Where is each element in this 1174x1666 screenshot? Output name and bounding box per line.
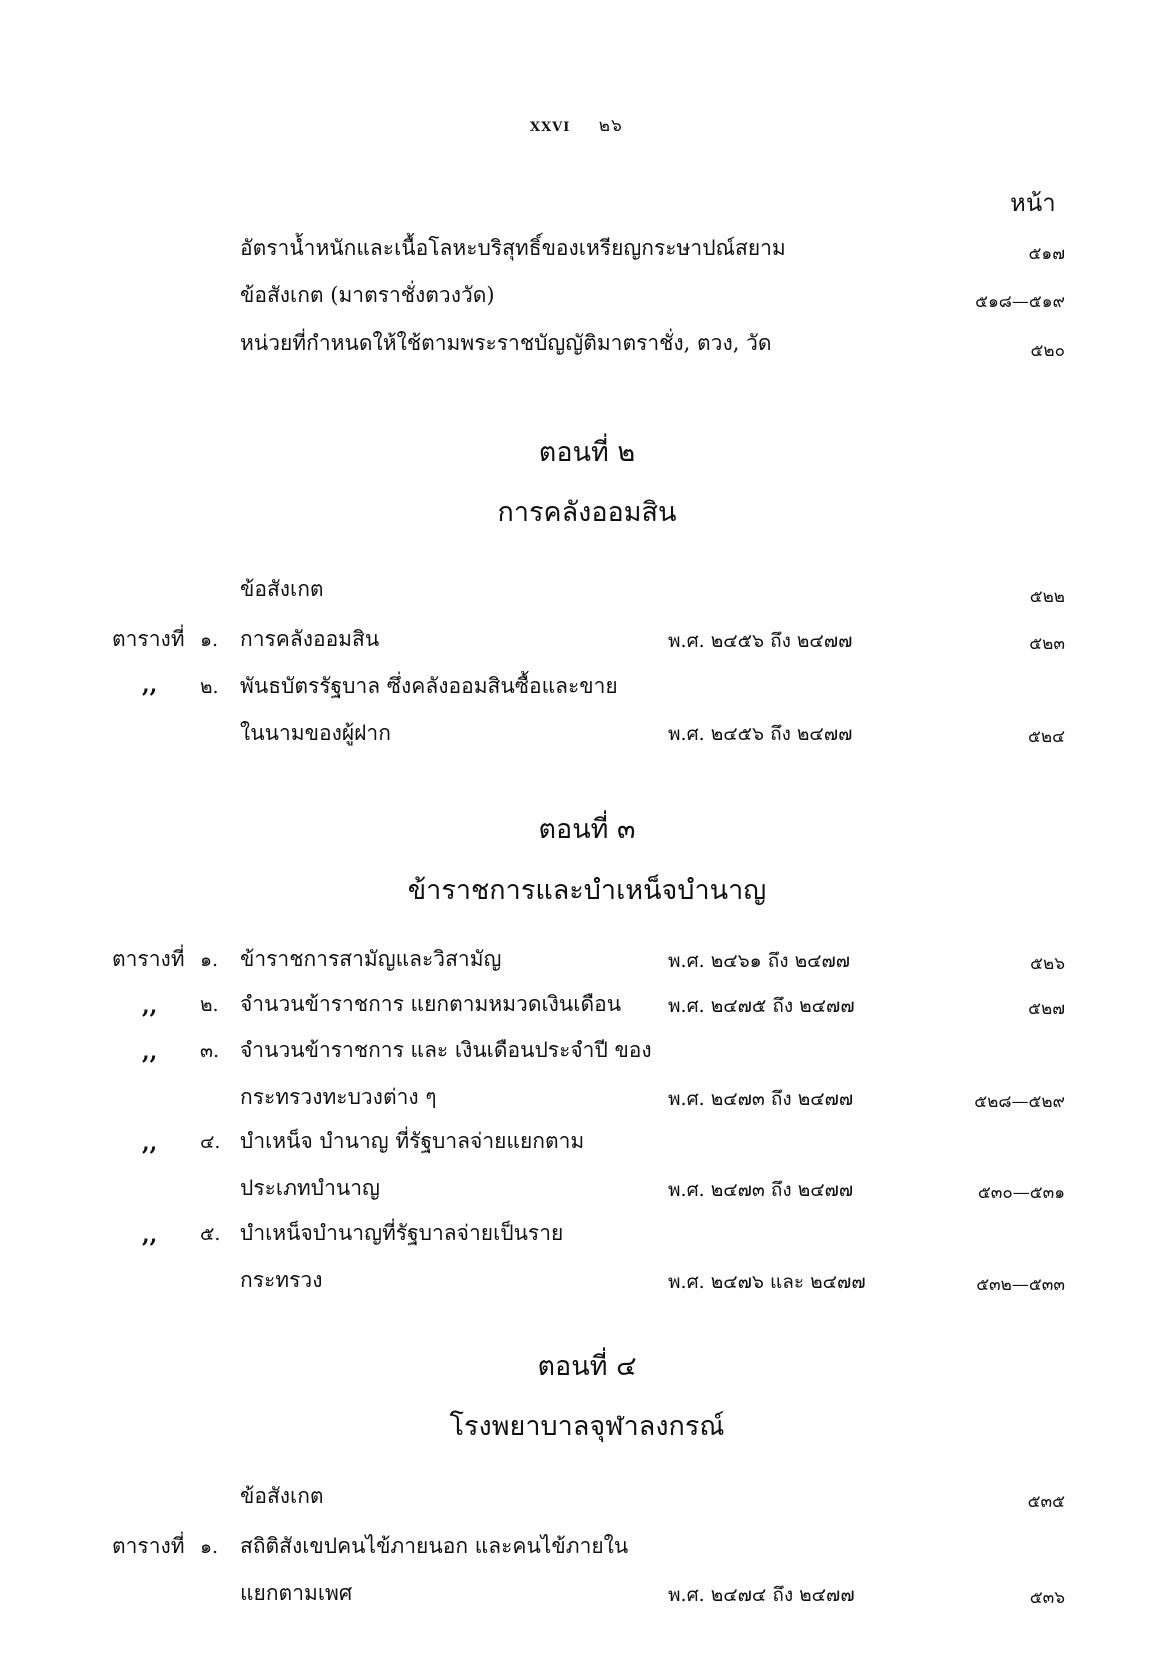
item-title: บำเหน็จบำนาญที่รัฐบาลจ่ายเป็นราย (240, 1221, 564, 1245)
item-date-range: พ.ศ. ๒๔๗๔ ถึง ๒๔๗๗ (668, 1584, 855, 1606)
item-title: บำเหน็จ บำนาญ ที่รัฐบาลจ่ายแยกตาม (240, 1129, 585, 1153)
item-page: ๕๓๒—๕๓๓ (976, 1275, 1065, 1295)
item-title-continued: กระทรวงทะบวงต่าง ๆ (240, 1085, 437, 1109)
note-title: ข้อสังเกต (240, 577, 324, 601)
ditto-mark: ,, (142, 993, 158, 1019)
note-title: ข้อสังเกต (240, 1484, 324, 1508)
item-page: ๕๒๗ (1028, 999, 1065, 1019)
item-date-range: พ.ศ. ๒๔๗๖ และ ๒๔๗๗ (668, 1271, 866, 1293)
section-number: ตอนที่ ๒ (538, 437, 636, 468)
table-label: ตารางที่ (112, 1534, 185, 1558)
item-number: ๒. (200, 994, 219, 1016)
table-label: ตารางที่ (112, 627, 185, 651)
item-number: ๑. (200, 1536, 219, 1558)
note-page: ๕๒๒ (1029, 587, 1065, 607)
item-page: ๕๓๖ (1029, 1588, 1065, 1608)
item-number: ๔. (200, 1131, 221, 1153)
item-title-continued: ในนามของผู้ฝาก (240, 721, 391, 745)
item-date-range: พ.ศ. ๒๔๗๕ ถึง ๒๔๗๗ (668, 995, 855, 1017)
item-page: ๕๒๘—๕๒๙ (974, 1092, 1065, 1112)
item-title-continued: ประเภทบำนาญ (240, 1176, 380, 1200)
page-header (530, 112, 623, 139)
item-page: ๕๒๓ (1029, 634, 1065, 654)
item-title: พันธบัตรรัฐบาล ซึ่งคลังออมสินซื้อและขาย (240, 674, 618, 698)
ditto-mark: ,, (142, 1039, 158, 1065)
item-title-continued: แยกตามเพศ (240, 1581, 353, 1605)
table-label: ตารางที่ (112, 947, 185, 971)
item-title: ข้าราชการสามัญและวิสามัญ (240, 947, 502, 971)
item-date-range: พ.ศ. ๒๔๗๓ ถึง ๒๔๗๗ (668, 1088, 854, 1110)
ditto-mark: ,, (142, 1222, 158, 1248)
intro-entry-page: ๕๒๐ (1030, 341, 1065, 361)
ditto-mark: ,, (142, 1130, 158, 1156)
item-number: ๑. (200, 949, 219, 971)
item-date-range: พ.ศ. ๒๔๕๖ ถึง ๒๔๗๗ (668, 723, 853, 745)
item-title: จำนวนข้าราชการ และ เงินเดือนประจำปี ของ (240, 1038, 652, 1062)
item-number: ๕. (200, 1223, 221, 1245)
page-number-roman: XXVI (530, 120, 571, 135)
intro-entry-title: หน่วยที่กำหนดให้ใช้ตามพระราชบัญญัติมาตราชั่ง, ตวง, วัด (240, 331, 772, 355)
ditto-mark: ,, (142, 672, 158, 698)
item-title-continued: กระทรวง (240, 1268, 323, 1292)
intro-entry-title: ข้อสังเกต (มาตราชั่งตวงวัด) (240, 283, 495, 307)
section-number: ตอนที่ ๓ (538, 814, 636, 845)
section-title: การคลังออมสิน (497, 497, 677, 528)
item-date-range: พ.ศ. ๒๔๖๑ ถึง ๒๔๗๗ (668, 950, 851, 972)
item-title: สถิติสังเขปคนไข้ภายนอก และคนไข้ภายใน (240, 1534, 629, 1558)
item-title: การคลังออมสิน (240, 627, 380, 651)
section-number: ตอนที่ ๔ (537, 1351, 637, 1382)
section-title: โรงพยาบาลจุฬาลงกรณ์ (449, 1411, 725, 1442)
item-page: ๕๒๔ (1028, 727, 1065, 747)
item-title: จำนวนข้าราชการ แยกตามหมวดเงินเดือน (240, 992, 622, 1016)
intro-entry-page: ๕๑๘—๕๑๙ (975, 292, 1065, 312)
item-number: ๓. (200, 1040, 220, 1062)
item-date-range: พ.ศ. ๒๔๗๓ ถึง ๒๔๗๗ (668, 1179, 854, 1201)
intro-entry-title: อัตราน้ำหนักและเนื้อโลหะบริสุทธิ์ของเหรียญกระษาปณ์สยาม (240, 236, 786, 260)
item-page: ๕๓๐—๕๓๑ (977, 1183, 1065, 1203)
intro-entry-page: ๕๑๗ (1028, 244, 1065, 264)
section-title: ข้าราชการและบำเหน็จบำนาญ (407, 875, 767, 906)
item-page: ๕๒๖ (1030, 954, 1065, 974)
page-column-label: หน้า (1010, 189, 1056, 217)
item-number: ๑. (200, 629, 219, 651)
item-number: ๒. (200, 676, 219, 698)
item-date-range: พ.ศ. ๒๔๕๖ ถึง ๒๔๗๗ (668, 630, 853, 652)
note-page: ๕๓๕ (1027, 1492, 1065, 1512)
page-number-thai: ๒๖ (598, 116, 623, 136)
